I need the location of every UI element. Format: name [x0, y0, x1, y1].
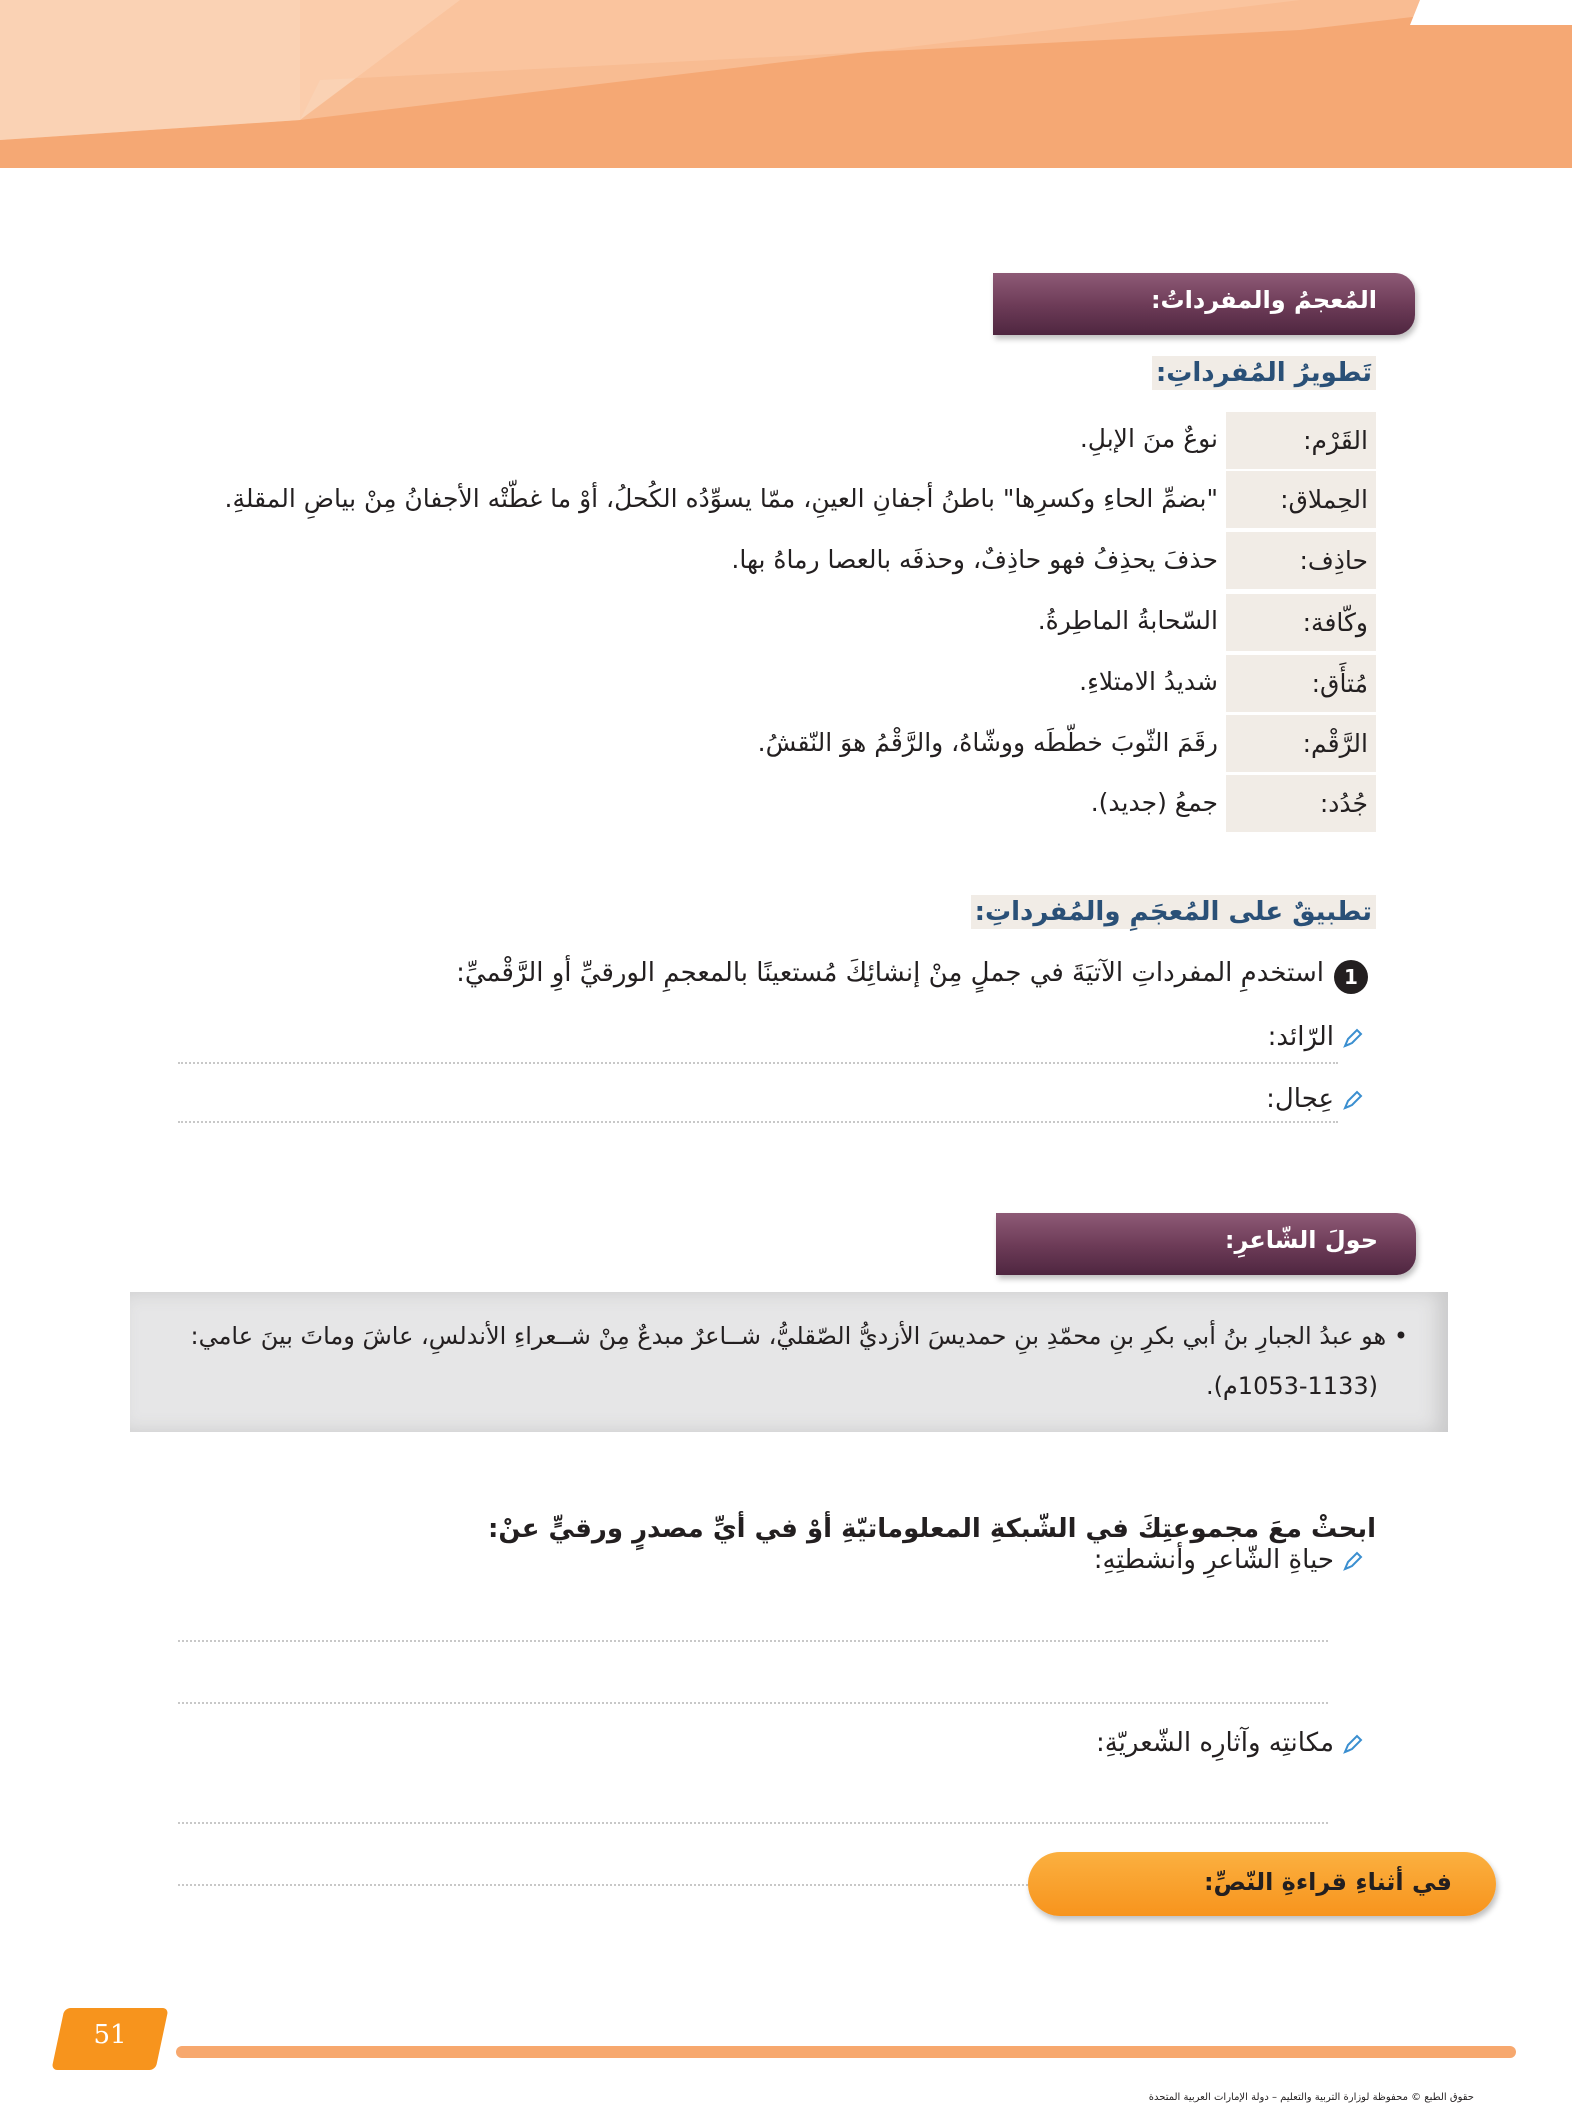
answer-line[interactable] [178, 1062, 1338, 1064]
pencil-icon [1342, 1089, 1364, 1111]
answer-line[interactable] [178, 1884, 1028, 1886]
question-item-label: الرّائد: [1267, 1022, 1334, 1052]
section-header-vocab-label: المُعجمُ والمفرداتُ: [1150, 286, 1377, 314]
answer-line[interactable] [178, 1702, 1328, 1704]
vocab-word: وكّافة: [1226, 594, 1376, 651]
page-number: 51 [93, 2020, 127, 2050]
question-item-ijal [1266, 1084, 1364, 1114]
header-decoration [0, 0, 1572, 168]
section-header-poet-label: حولَ الشّاعرِ: [1224, 1226, 1378, 1254]
vocab-definition: "بضمِّ الحاءِ وكسرِها" باطنُ أجفانِ العينِ، ممّا يسوِّدُه الكُحلُ، أوْ ما غطّتْه الأجفانُ مِنْ بياضِ المقلةِ. [224, 484, 1218, 513]
section-header-reading [1028, 1852, 1496, 1916]
pencil-icon [1342, 1027, 1364, 1049]
vocab-definition: السّحابةُ الماطِرةُ. [1037, 606, 1218, 635]
vocab-word: الرَّقْم: [1226, 715, 1376, 772]
apply-vocab-heading: تطبيقٌ على المُعجَمِ والمُفرداتِ: [971, 895, 1376, 929]
footer-line [176, 2046, 1516, 2058]
question-number-badge: 1 [1334, 960, 1368, 994]
vocab-word: مُتأَق: [1226, 655, 1376, 712]
question-item-label: عِجال: [1266, 1084, 1334, 1114]
research-item-label: حياةِ الشّاعرِ وأنشطتِهِ: [1093, 1545, 1334, 1575]
pencil-icon [1342, 1550, 1364, 1572]
research-item-status [1096, 1728, 1364, 1758]
vocab-word: حاذِف: [1226, 532, 1376, 589]
poet-info-box [130, 1292, 1448, 1432]
answer-line[interactable] [178, 1822, 1328, 1824]
section-header-vocab [993, 273, 1415, 335]
research-item-label: مكانتِه وآثارِه الشّعريّةِ: [1095, 1728, 1334, 1758]
vocab-word: القَرْم: [1226, 412, 1376, 469]
answer-line[interactable] [178, 1640, 1328, 1642]
vocab-definition: شديدُ الامتلاءِ. [1079, 667, 1218, 696]
footer-credit: حقوق الطبع © محفوظة لوزارة التربية والتعليم – دولة الإمارات العربية المتحدة [1148, 2092, 1474, 2103]
question-item-raed [1268, 1022, 1364, 1052]
poet-info-text: هو عبدُ الجبارِ بنُ أبي بكرِ بنِ محمّدِ بنِ حمديسَ الأزديُّ الصّقليُّ، شــاعرٌ مبدعٌ مِنْ شــعراءِ الأندلسِ، عاشَ وماتَ بينَ عامي: [190, 1322, 1387, 1350]
vocab-definition: جمعُ (جديد). [1090, 788, 1218, 817]
question-1-text: استخدمِ المفرداتِ الآتيَةَ في جملٍ مِنْ إنشائِكَ مُستعينًا بالمعجمِ الورقيِّ أوِ الرَّقْميِّ: [456, 958, 1324, 988]
pencil-icon [1342, 1733, 1364, 1755]
poet-info-line-2: (1053-1133م). [1205, 1372, 1378, 1400]
poet-info-line-1: • هو عبدُ الجبارِ بنُ أبي بكرِ بنِ محمّدِ بنِ حمديسَ الأزديُّ الصّقليُّ، شــاعرٌ مبدعٌ مِنْ شــعراءِ الأندلسِ، عاشَ وماتَ بينَ عامي: [190, 1322, 1408, 1350]
research-item-life [1094, 1545, 1364, 1575]
answer-line[interactable] [178, 1121, 1338, 1123]
vocab-definition: حذفَ يحذِفُ فهو حاذِفٌ، وحذفَه بالعصا رماهُ بها. [731, 545, 1218, 574]
vocab-definition: رقَمَ الثّوبَ خطّطَه ووشّاهُ، والرَّقْمُ هوَ النّقشُ. [757, 728, 1218, 757]
develop-vocab-heading: تَطويرُ المُفرداتِ: [1152, 356, 1376, 390]
section-header-reading-label: في أثناءِ قراءةِ النّصِّ: [1203, 1868, 1452, 1896]
research-heading: ابحثْ معَ مجموعتِكَ في الشّبكةِ المعلوماتيّةِ أوْ في أيِّ مصدرٍ ورقيٍّ عنْ: [487, 1514, 1376, 1544]
section-header-poet [996, 1213, 1416, 1275]
vocab-definition: نوعٌ منَ الإبلِ. [1079, 424, 1218, 453]
vocab-word: جُدُد: [1226, 775, 1376, 832]
page-header-band [0, 0, 1572, 168]
vocab-word: الحِملاق: [1226, 471, 1376, 528]
